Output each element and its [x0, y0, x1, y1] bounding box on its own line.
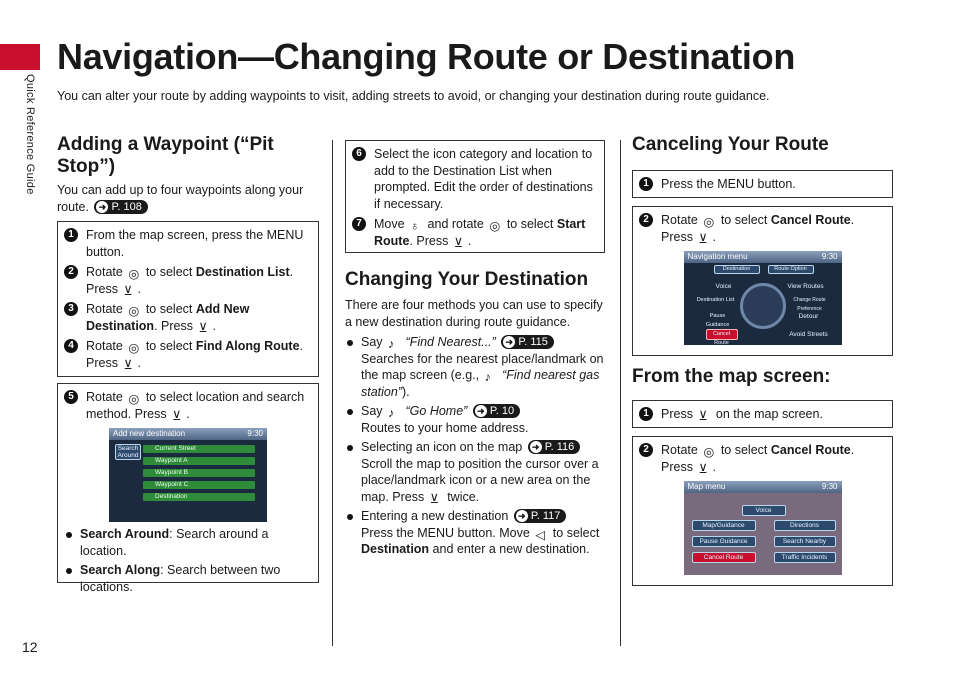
- menu-item-avoid-streets: Avoid Streets: [789, 331, 828, 338]
- page-number: 12: [22, 639, 38, 655]
- list-item: Current Street: [143, 445, 255, 453]
- step-2: 2 Rotate ◎ to select Cancel Route. Press ⊻ .: [639, 442, 886, 475]
- menu-item-pause-guidance: Pause Guidance: [705, 313, 730, 328]
- map-step2-box: [632, 436, 893, 586]
- menu-item-destination-list: Destination List: [696, 297, 735, 303]
- enter-icon: ⊻: [429, 491, 439, 506]
- cancel-section: [632, 134, 893, 586]
- map-screen-heading: From the map screen:: [632, 366, 831, 387]
- intro-text: You can alter your route by adding waypoints to visit, adding streets to avoid, or changing your destination during route guidance.: [57, 89, 770, 103]
- dial-icon: ◎: [128, 341, 140, 355]
- voice-icon: ♪: [484, 370, 491, 384]
- step-3: 3 Rotate ◎ to select Add New Destination. Press ⊻ .: [64, 301, 312, 334]
- menu-item-detour: Detour: [798, 313, 819, 320]
- menu-item-map-guidance: Map/Guidance: [692, 520, 756, 531]
- cancel-heading: Canceling Your Route: [632, 134, 829, 155]
- page-ref-link[interactable]: ➜ P. 10: [473, 404, 520, 418]
- step-5: 5 Rotate ◎ to select location and search method. Press ⊻ .: [64, 389, 312, 422]
- list-item: Waypoint C: [143, 481, 255, 489]
- tab-route-option: Route Option: [768, 265, 814, 274]
- menu-item-change-route-preference: Change Route Preference: [793, 297, 826, 312]
- column-divider: [620, 140, 621, 646]
- step-2: 2 Rotate ◎ to select Cancel Route. Press ⊻ .: [639, 212, 886, 245]
- enter-icon: ⊻: [698, 231, 708, 246]
- page-ref-link[interactable]: ➜ P. 115: [501, 335, 554, 349]
- page-ref-link[interactable]: ➜ P. 117: [514, 509, 567, 523]
- method-go-home: Say ♪ “Go Home” ➜ P. 10 Routes to your home address.: [345, 403, 605, 436]
- waypoint-step5-box: [57, 383, 319, 594]
- step-1: 1 Press ⊻ on the map screen.: [639, 406, 886, 423]
- search-options: [64, 526, 312, 595]
- cancel-step1-box: [632, 170, 893, 198]
- map-step1-box: [632, 400, 893, 428]
- enter-icon: ⊻: [123, 283, 133, 298]
- menu-item-search-nearby: Search Nearby: [774, 536, 836, 547]
- middle-section: [345, 140, 605, 561]
- step-7: 7 Move ♁ and rotate ◎ to select Start Route. Press ⊻ .: [352, 216, 598, 249]
- menu-item-traffic-incidents: Traffic Incidents: [774, 552, 836, 563]
- dial-icon: ◎: [703, 215, 715, 229]
- menu-item-cancel-route: Cancel Route: [692, 552, 756, 563]
- enter-icon: ⊻: [198, 320, 208, 335]
- waypoint-steps-box: [57, 221, 319, 377]
- change-destination-desc: There are four methods you can use to specify a new destination during route guidance.: [345, 298, 603, 329]
- menu-item-view-routes: View Routes: [787, 283, 824, 290]
- step-1: 1 From the map screen, press the MENU button.: [64, 227, 312, 260]
- dial-graphic: [740, 283, 786, 329]
- middle-steps-box: [345, 140, 605, 253]
- enter-icon: ⊻: [453, 235, 463, 250]
- dial-icon: ◎: [128, 304, 140, 318]
- joystick-icon: ♁: [410, 219, 420, 233]
- search-around-tab: Search Around: [115, 444, 141, 460]
- dial-icon: ◎: [489, 219, 501, 233]
- menu-item-cancel-route: Cancel Route: [706, 329, 738, 340]
- step-4: 4 Rotate ◎ to select Find Along Route. Press ⊻ .: [64, 338, 312, 371]
- enter-icon: ⊻: [172, 408, 182, 423]
- list-item: Search Along: Search between two locations.: [64, 562, 312, 595]
- cancel-step2-box: [632, 206, 893, 356]
- menu-item-voice: Voice: [742, 505, 786, 516]
- add-destination-screen: Add new destination 9:30 Search Around Current Street Waypoint A Waypoint B Waypoint C Destination: [109, 428, 267, 522]
- step-6: 6 Select the icon category and location to add to the Destination List when prompted. Edit the order of destinations if necessary.: [352, 146, 598, 212]
- page-title: Navigation—Changing Route or Destination: [57, 36, 796, 77]
- method-find-nearest: Say ♪ “Find Nearest...” ➜ P. 115 Searches for the nearest place/landmark on the map screen (e.g., ♪ “Find nearest gas station”).: [345, 334, 605, 400]
- tab-destination: Destination: [714, 265, 760, 274]
- enter-icon: ⊻: [698, 409, 708, 423]
- navigation-menu-screen: Navigation menu 9:30 Destination Route Option Voice Destination List Pause Guidance Cancel Route View Routes Change Route Preference Detour Avoid Streets: [684, 251, 842, 345]
- side-label: Quick Reference Guide: [24, 74, 36, 195]
- column-divider: [332, 140, 333, 646]
- voice-icon: ♪: [388, 406, 395, 420]
- dial-icon: ◎: [128, 267, 140, 281]
- list-item: Waypoint B: [143, 469, 255, 477]
- step-2: 2 Rotate ◎ to select Destination List. Press ⊻ .: [64, 264, 312, 297]
- step-1: 1 Press the MENU button.: [639, 176, 886, 193]
- menu-item-directions: Directions: [774, 520, 836, 531]
- list-item: Waypoint A: [143, 457, 255, 465]
- map-menu-screen: Map menu 9:30 Voice Map/Guidance Directions Pause Guidance Search Nearby Cancel Route Traffic Incidents: [684, 481, 842, 575]
- menu-item-voice: Voice: [715, 283, 732, 290]
- method-new-destination: Entering a new destination ➜ P. 117 Press the MENU button. Move ◁ to select Destination and enter a new destination.: [345, 508, 605, 558]
- section-tab: [0, 44, 40, 70]
- methods-list: [345, 334, 605, 558]
- joystick-left-icon: ◁: [535, 527, 545, 542]
- enter-icon: ⊻: [123, 357, 133, 372]
- method-map-icon: Selecting an icon on the map ➜ P. 116 Scroll the map to position the cursor over a place/landmark icon or a new area on the map. Press ⊻ twice.: [345, 439, 605, 505]
- dial-icon: ◎: [703, 445, 715, 459]
- page-ref-link[interactable]: ➜ P. 116: [528, 440, 581, 454]
- list-item: Destination: [143, 493, 255, 501]
- enter-icon: ⊻: [698, 461, 708, 476]
- change-destination-heading: Changing Your Destination: [345, 269, 589, 290]
- dial-icon: ◎: [128, 392, 140, 406]
- waypoint-section: [57, 134, 319, 594]
- waypoint-desc: You can add up to four waypoints along your route. ➜ P. 108: [57, 183, 304, 214]
- list-item: Search Around: Search around a location.: [64, 526, 312, 559]
- page-ref-link[interactable]: ➜ P. 108: [94, 200, 147, 214]
- waypoint-heading: Adding a Waypoint (“Pit Stop”): [57, 134, 274, 177]
- menu-item-pause-guidance: Pause Guidance: [692, 536, 756, 547]
- voice-icon: ♪: [388, 337, 395, 351]
